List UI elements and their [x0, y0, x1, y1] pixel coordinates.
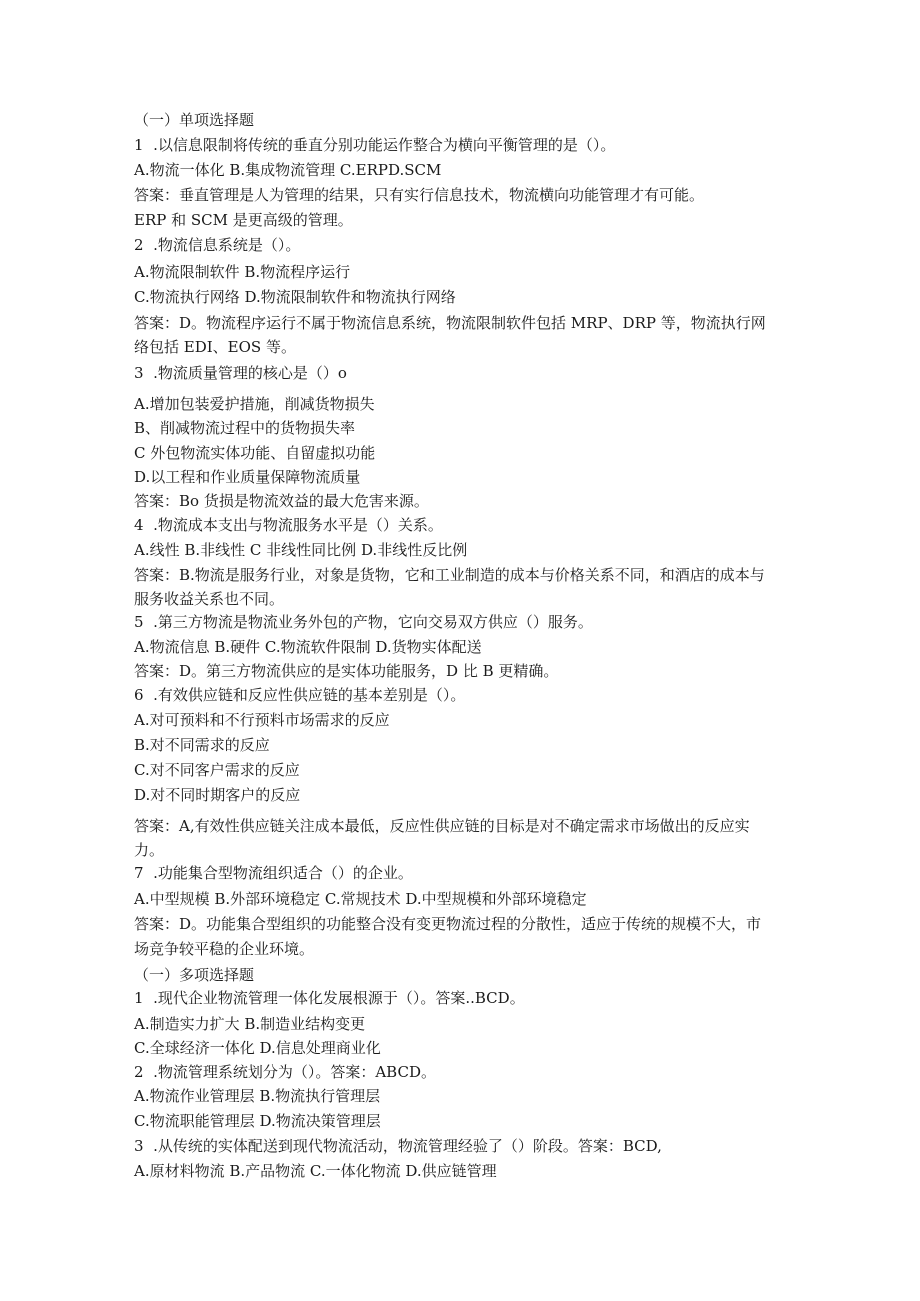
question-7-options: A.中型规模 B.外部环境稳定 C.常规技术 D.中型规模和外部环境稳定: [134, 890, 587, 908]
mc-question-2: 2 .物流管理系统划分为（）。答案：ABCD。: [134, 1063, 436, 1081]
mc-question-3-options: A.原材料物流 B.产品物流 C.一体化物流 D.供应链管理: [134, 1162, 497, 1180]
question-3-option-b: B、削减物流过程中的货物损失率: [134, 419, 356, 437]
question-6-option-b: B.对不同需求的反应: [134, 736, 270, 754]
answer-6-line-1: 答案：A,有效性供应链关注成本最低，反应性供应链的目标是对不确定需求市场做出的反应实: [134, 817, 750, 835]
question-4: 4 .物流成本支出与物流服务水平是（）关系。: [134, 516, 443, 534]
answer-2-line-2: 络包括 EDI、EOS 等。: [134, 338, 296, 356]
question-7: 7 .功能集合型物流组织适合（）的企业。: [134, 864, 413, 882]
question-3-option-d: D.以工程和作业质量保障物流质量: [134, 468, 361, 486]
question-3-option-a: A.增加包装爱护措施，削减货物损失: [134, 395, 375, 413]
question-6-option-c: C.对不同客户需求的反应: [134, 761, 300, 779]
question-6-option-a: A.对可预料和不行预料市场需求的反应: [134, 711, 390, 729]
mc-question-3: 3 .从传统的实体配送到现代物流活动，物流管理经验了（）阶段。答案：BCD,: [134, 1137, 662, 1155]
question-6-option-d: D.对不同时期客户的反应: [134, 786, 301, 804]
mc-question-2-options-cd: C.物流职能管理层 D.物流决策管理层: [134, 1112, 381, 1130]
question-5: 5 .第三方物流是物流业务外包的产物，它向交易双方供应（）服务。: [134, 613, 593, 631]
question-5-options: A.物流信息 B.硬件 C.物流软件限制 D.货物实体配送: [134, 638, 482, 656]
section-heading-multiple-choice: （一）多项选择题: [134, 966, 255, 984]
question-6: 6 .有效供应链和反应性供应链的基本差别是（）。: [134, 686, 466, 704]
question-2-options-ab: A.物流限制软件 B.物流程序运行: [134, 263, 351, 281]
mc-question-1-options-ab: A.制造实力扩大 B.制造业结构变更: [134, 1015, 366, 1033]
answer-1-line-1: 答案：垂直管理是人为管理的结果，只有实行信息技术，物流横向功能管理才有可能。: [134, 186, 705, 204]
answer-7-line-2: 场竞争较平稳的企业环境。: [134, 940, 315, 958]
question-4-options: A.线性 B.非线性 C 非线性同比例 D.非线性反比例: [134, 541, 468, 559]
mc-question-1-options-cd: C.全球经济一体化 D.信息处理商业化: [134, 1039, 381, 1057]
section-heading-single-choice: （一）单项选择题: [134, 111, 255, 129]
question-2: 2 .物流信息系统是（）。: [134, 236, 301, 254]
answer-7-line-1: 答案：D。功能集合型组织的功能整合没有变更物流过程的分散性，适应于传统的规模不大，市: [134, 915, 762, 933]
answer-5: 答案：D。第三方物流供应的是实体功能服务，D 比 B 更精确。: [134, 662, 559, 680]
question-2-options-cd: C.物流执行网络 D.物流限制软件和物流执行网络: [134, 288, 456, 306]
answer-4-line-1: 答案：B.物流是服务行业，对象是货物，它和工业制造的成本与价格关系不同，和酒店的成本与: [134, 566, 765, 584]
question-1-options: A.物流一体化 B.集成物流管理 C.ERPD.SCM: [134, 161, 442, 179]
question-3: 3 .物流质量管理的核心是（）o: [134, 364, 347, 382]
answer-2-line-1: 答案：D。物流程序运行不属于物流信息系统，物流限制软件包括 MRP、DRP 等，物流执行网: [134, 314, 766, 332]
answer-6-line-2: 力。: [134, 841, 165, 859]
answer-4-line-2: 服务收益关系也不同。: [134, 590, 285, 608]
answer-1-line-2: ERP 和 SCM 是更高级的管理。: [134, 211, 353, 229]
mc-question-1: 1 .现代企业物流管理一体化发展根源于（）。答案..BCD。: [134, 989, 525, 1007]
mc-question-2-options-ab: A.物流作业管理层 B.物流执行管理层: [134, 1087, 381, 1105]
answer-3: 答案：Bo 货损是物流效益的最大危害来源。: [134, 492, 429, 510]
question-1: 1 .以信息限制将传统的垂直分别功能运作整合为横向平衡管理的是（）。: [134, 136, 616, 154]
question-3-option-c: C 外包物流实体功能、自留虚拟功能: [134, 444, 376, 462]
